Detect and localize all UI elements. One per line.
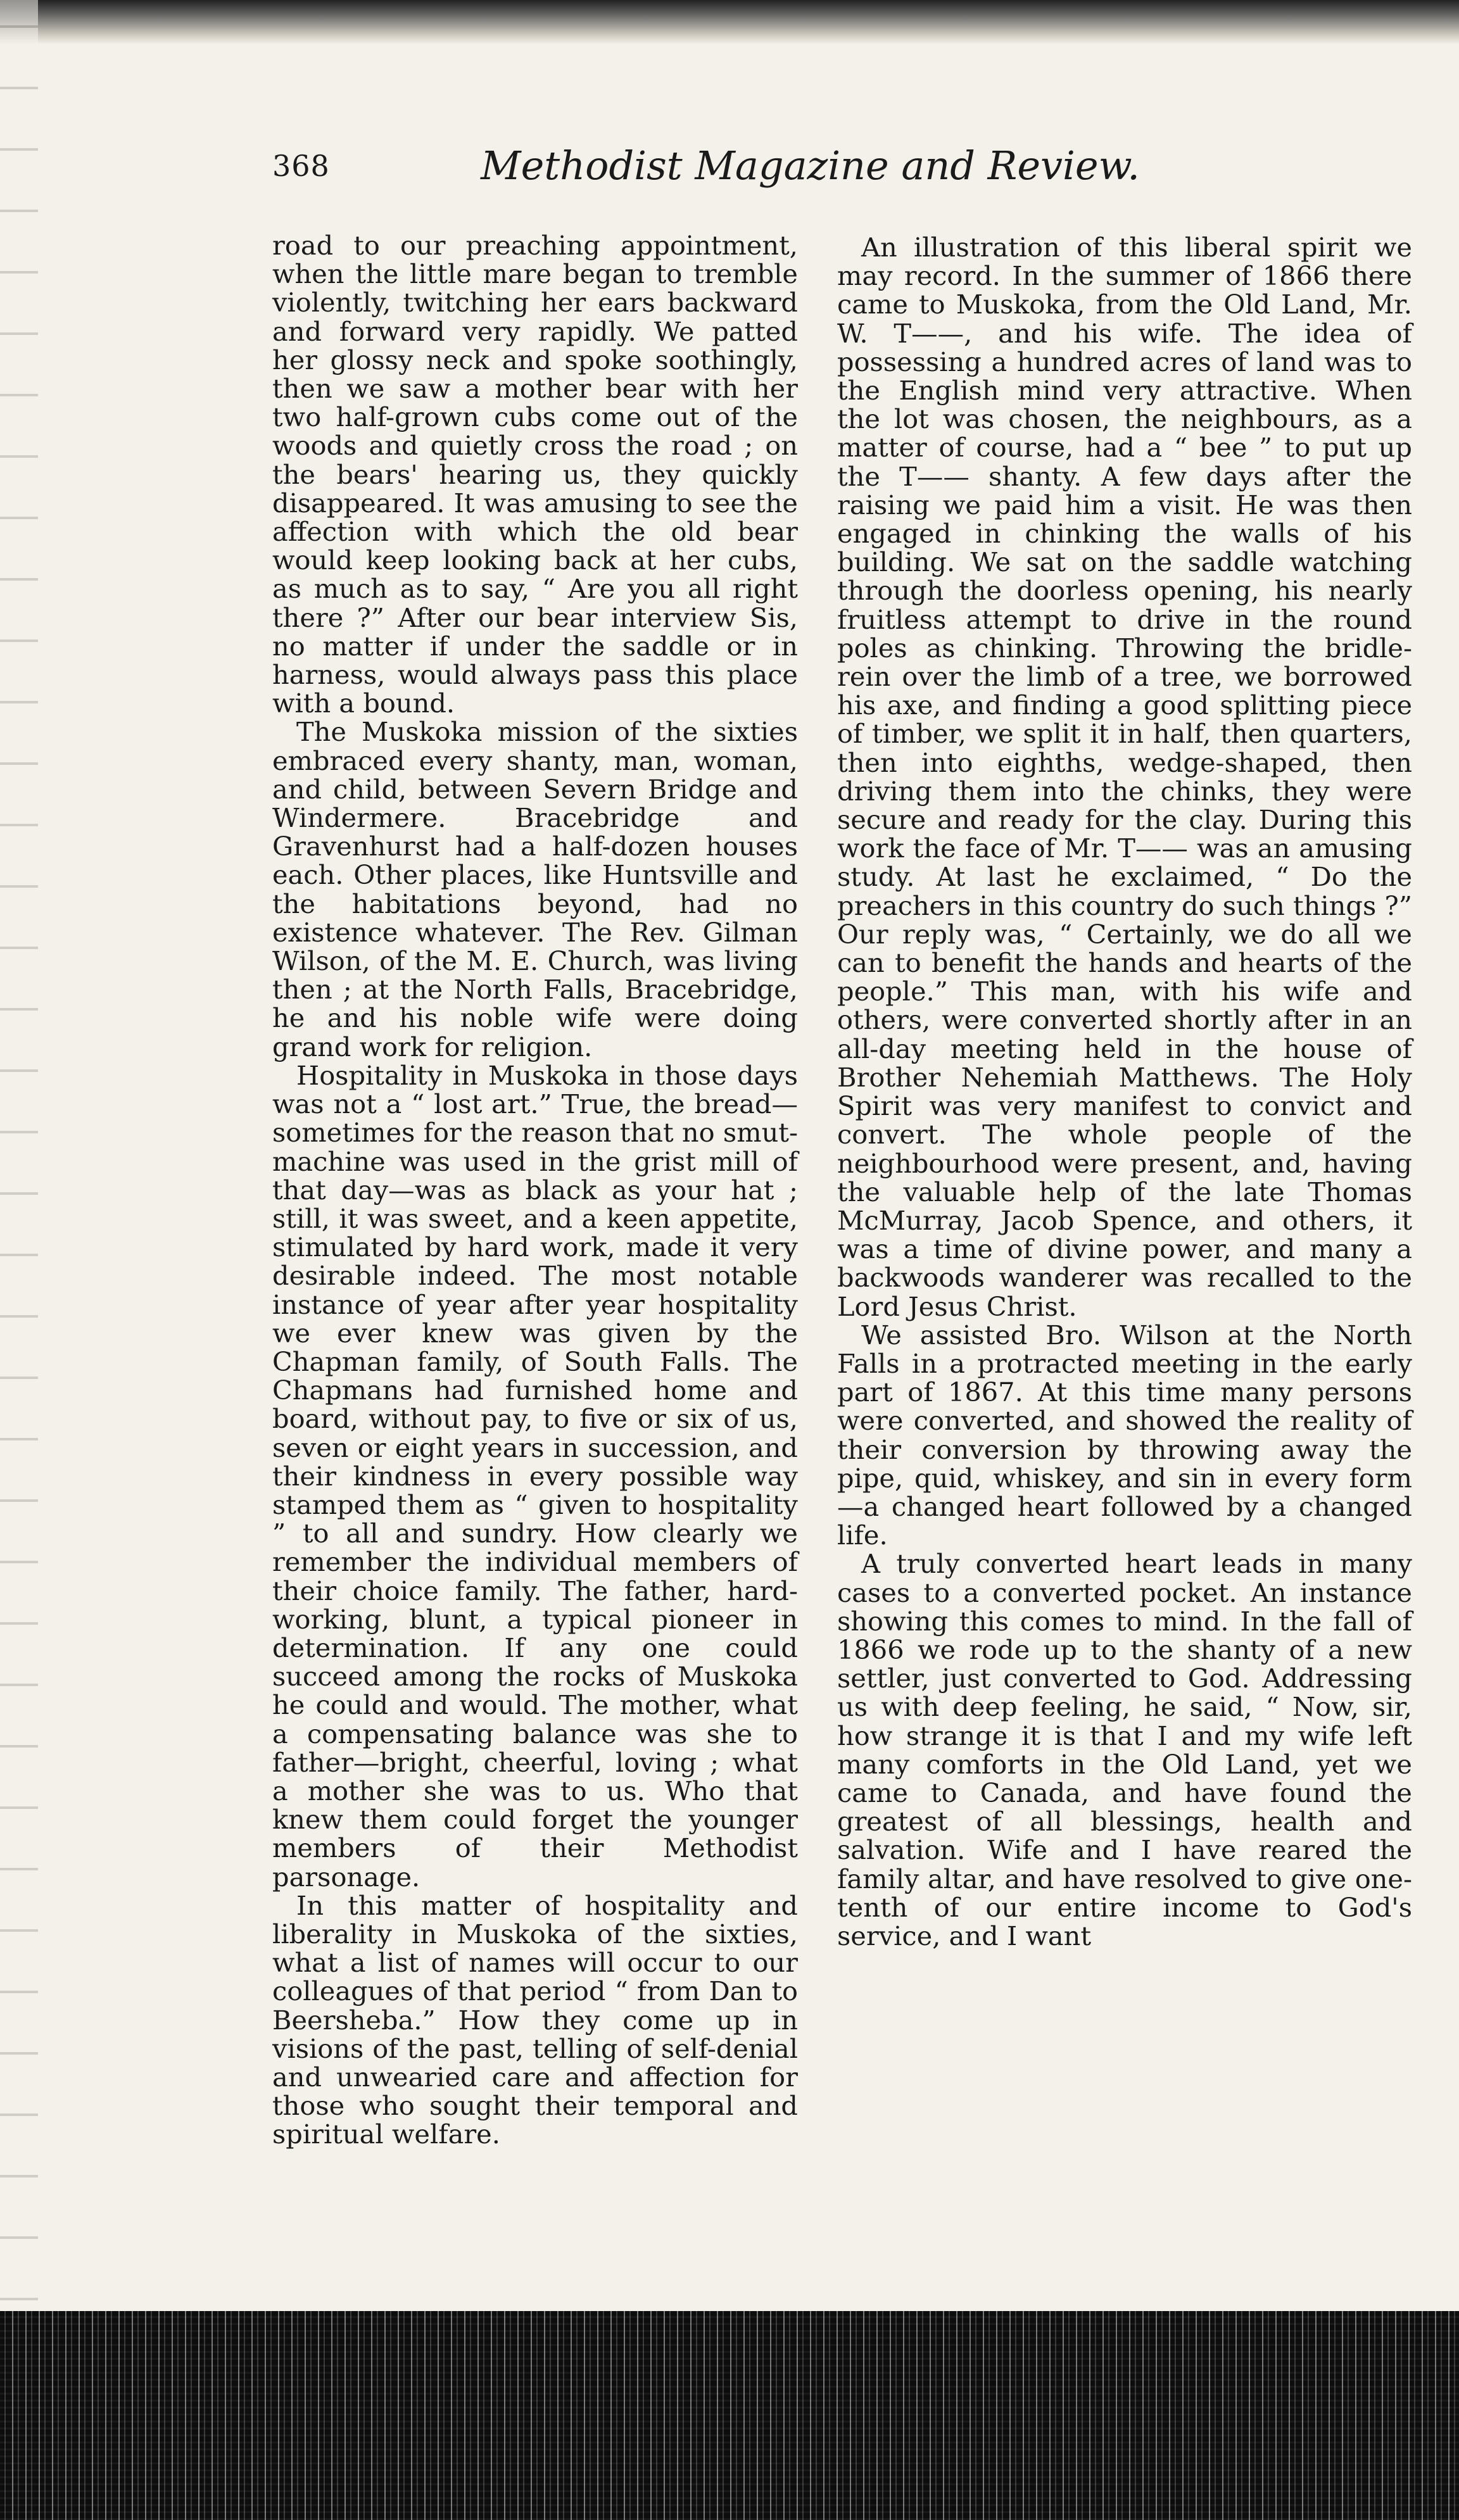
paragraph: road to our preaching appointment, when the little mare began to tremble violently, twitching her ears backward and forward very rapidly. We patted her glossy neck and spoke soothingly, then we saw a mother bear with her two half-grown cubs come out of the woods and quietly cross the road ; on the bears' hearing us, they quickly disappeared. It was amusing to see the affection with which the old bear would keep looking back at her cubs, as much as to say, “ Are you all right there ?” After our bear interview Sis, no matter if under the saddle or in harness, would always pass this place with a bound. — [272, 230, 798, 719]
page-number: 368 — [272, 149, 330, 183]
paragraph: We assisted Bro. Wilson at the North Falls in a protracted meeting in the early part of 1867. At this time many persons were converted, and showed the reality of their conversion by throwing away the pipe, quid, whiskey, and sin in every form—a changed heart followed by a changed life. — [837, 1319, 1412, 1551]
scan-left-edge — [0, 0, 38, 2520]
right-column — [837, 233, 1412, 1950]
scan-top-edge — [0, 0, 1459, 44]
paragraph: A truly converted heart leads in many cases to a converted pocket. An instance showing this comes to mind. In the fall of 1866 we rode up to the shanty of a new settler, just converted to God. Addressing us with deep feeling, he said, “ Now, sir, how strange it is that I and my wife left many comforts in the Old Land, yet we came to Canada, and have found the greatest of all blessings, health and salvation. Wife and I have reared the family altar, and have resolved to give one-tenth of our entire income to God's service, and I want — [837, 1548, 1412, 1951]
journal-title: Methodist Magazine and Review. — [481, 142, 1140, 189]
left-column — [272, 231, 798, 2149]
paragraph: In this matter of hospitality and liberality in Muskoka of the sixties, what a list of names will occur to our colleagues of that period “ from Dan to Beersheba.” How they come up in visions of the past, telling of self-denial and unwearied care and affection for those who sought their temporal and spiritual welfare. — [272, 1889, 798, 2150]
scan-bottom-edge — [0, 2311, 1459, 2520]
paragraph: The Muskoka mission of the sixties embraced every shanty, man, woman, and child, between Severn Bridge and Windermere. Bracebridge and Gravenhurst had a half-dozen houses each. Other places, like Huntsville and the habitations beyond, had no existence whatever. The Rev. Gilman Wilson, of the M. E. Church, was living then ; at the North Falls, Bracebridge, he and his noble wife were doing grand work for religion. — [272, 716, 798, 1062]
paragraph: Hospitality in Muskoka in those days was not a “ lost art.” True, the bread—sometimes for the reason that no smut-machine was used in the grist mill of that day—was as black as your hat ; still, it was sweet, and a keen appetite, stimulated by hard work, made it very desirable indeed. The most notable instance of year after year hospitality we ever knew was given by the Chapman family, of South Falls. The Chapmans had furnished home and board, without pay, to five or six of us, seven or eight years in succession, and their kindness in every possible way stamped them as “ given to hospitality ” to all and sundry. How clearly we remember the individual members of their choice family. The father, hard-working, blunt, a typical pioneer in determination. If any one could succeed among the rocks of Muskoka he could and would. The mother, what a compensating balance was she to father—bright, cheerful, loving ; what a mother she was to us. Who that knew them could forget the younger members of their Methodist parsonage. — [272, 1059, 798, 1893]
running-head — [272, 142, 1140, 199]
paragraph: An illustration of this liberal spirit we may record. In the summer of 1866 there came to Muskoka, from the Old Land, Mr. W. T——, and his wife. The idea of possessing a hundred acres of land was to the English mind very attractive. When the lot was chosen, the neighbours, as a matter of course, had a “ bee ” to put up the T—— shanty. A few days after the raising we paid him a visit. He was then engaged in chinking the walls of his building. We sat on the saddle watching through the doorless opening, his nearly fruitless attempt to drive in the round poles as chinking. Throwing the bridle-rein over the limb of a tree, we borrowed his axe, and finding a good splitting piece of timber, we split it in half, then quarters, then into eighths, wedge-shaped, then driving them into the chinks, they were secure and ready for the clay. During this work the face of Mr. T—— was an amusing study. At last he exclaimed, “ Do the preachers in this country do such things ?” Our reply was, “ Certainly, we do all we can to benefit the hands and hearts of the people.” This man, with his wife and others, were converted shortly after in an all-day meeting held in the house of Brother Nehemiah Matthews. The Holy Spirit was very manifest to convict and convert. The whole people of the neighbourhood were present, and, having the valuable help of the late Thomas McMurray, Jacob Spence, and others, it was a time of divine power, and many a backwoods wanderer was recalled to the Lord Jesus Christ. — [837, 232, 1412, 1322]
